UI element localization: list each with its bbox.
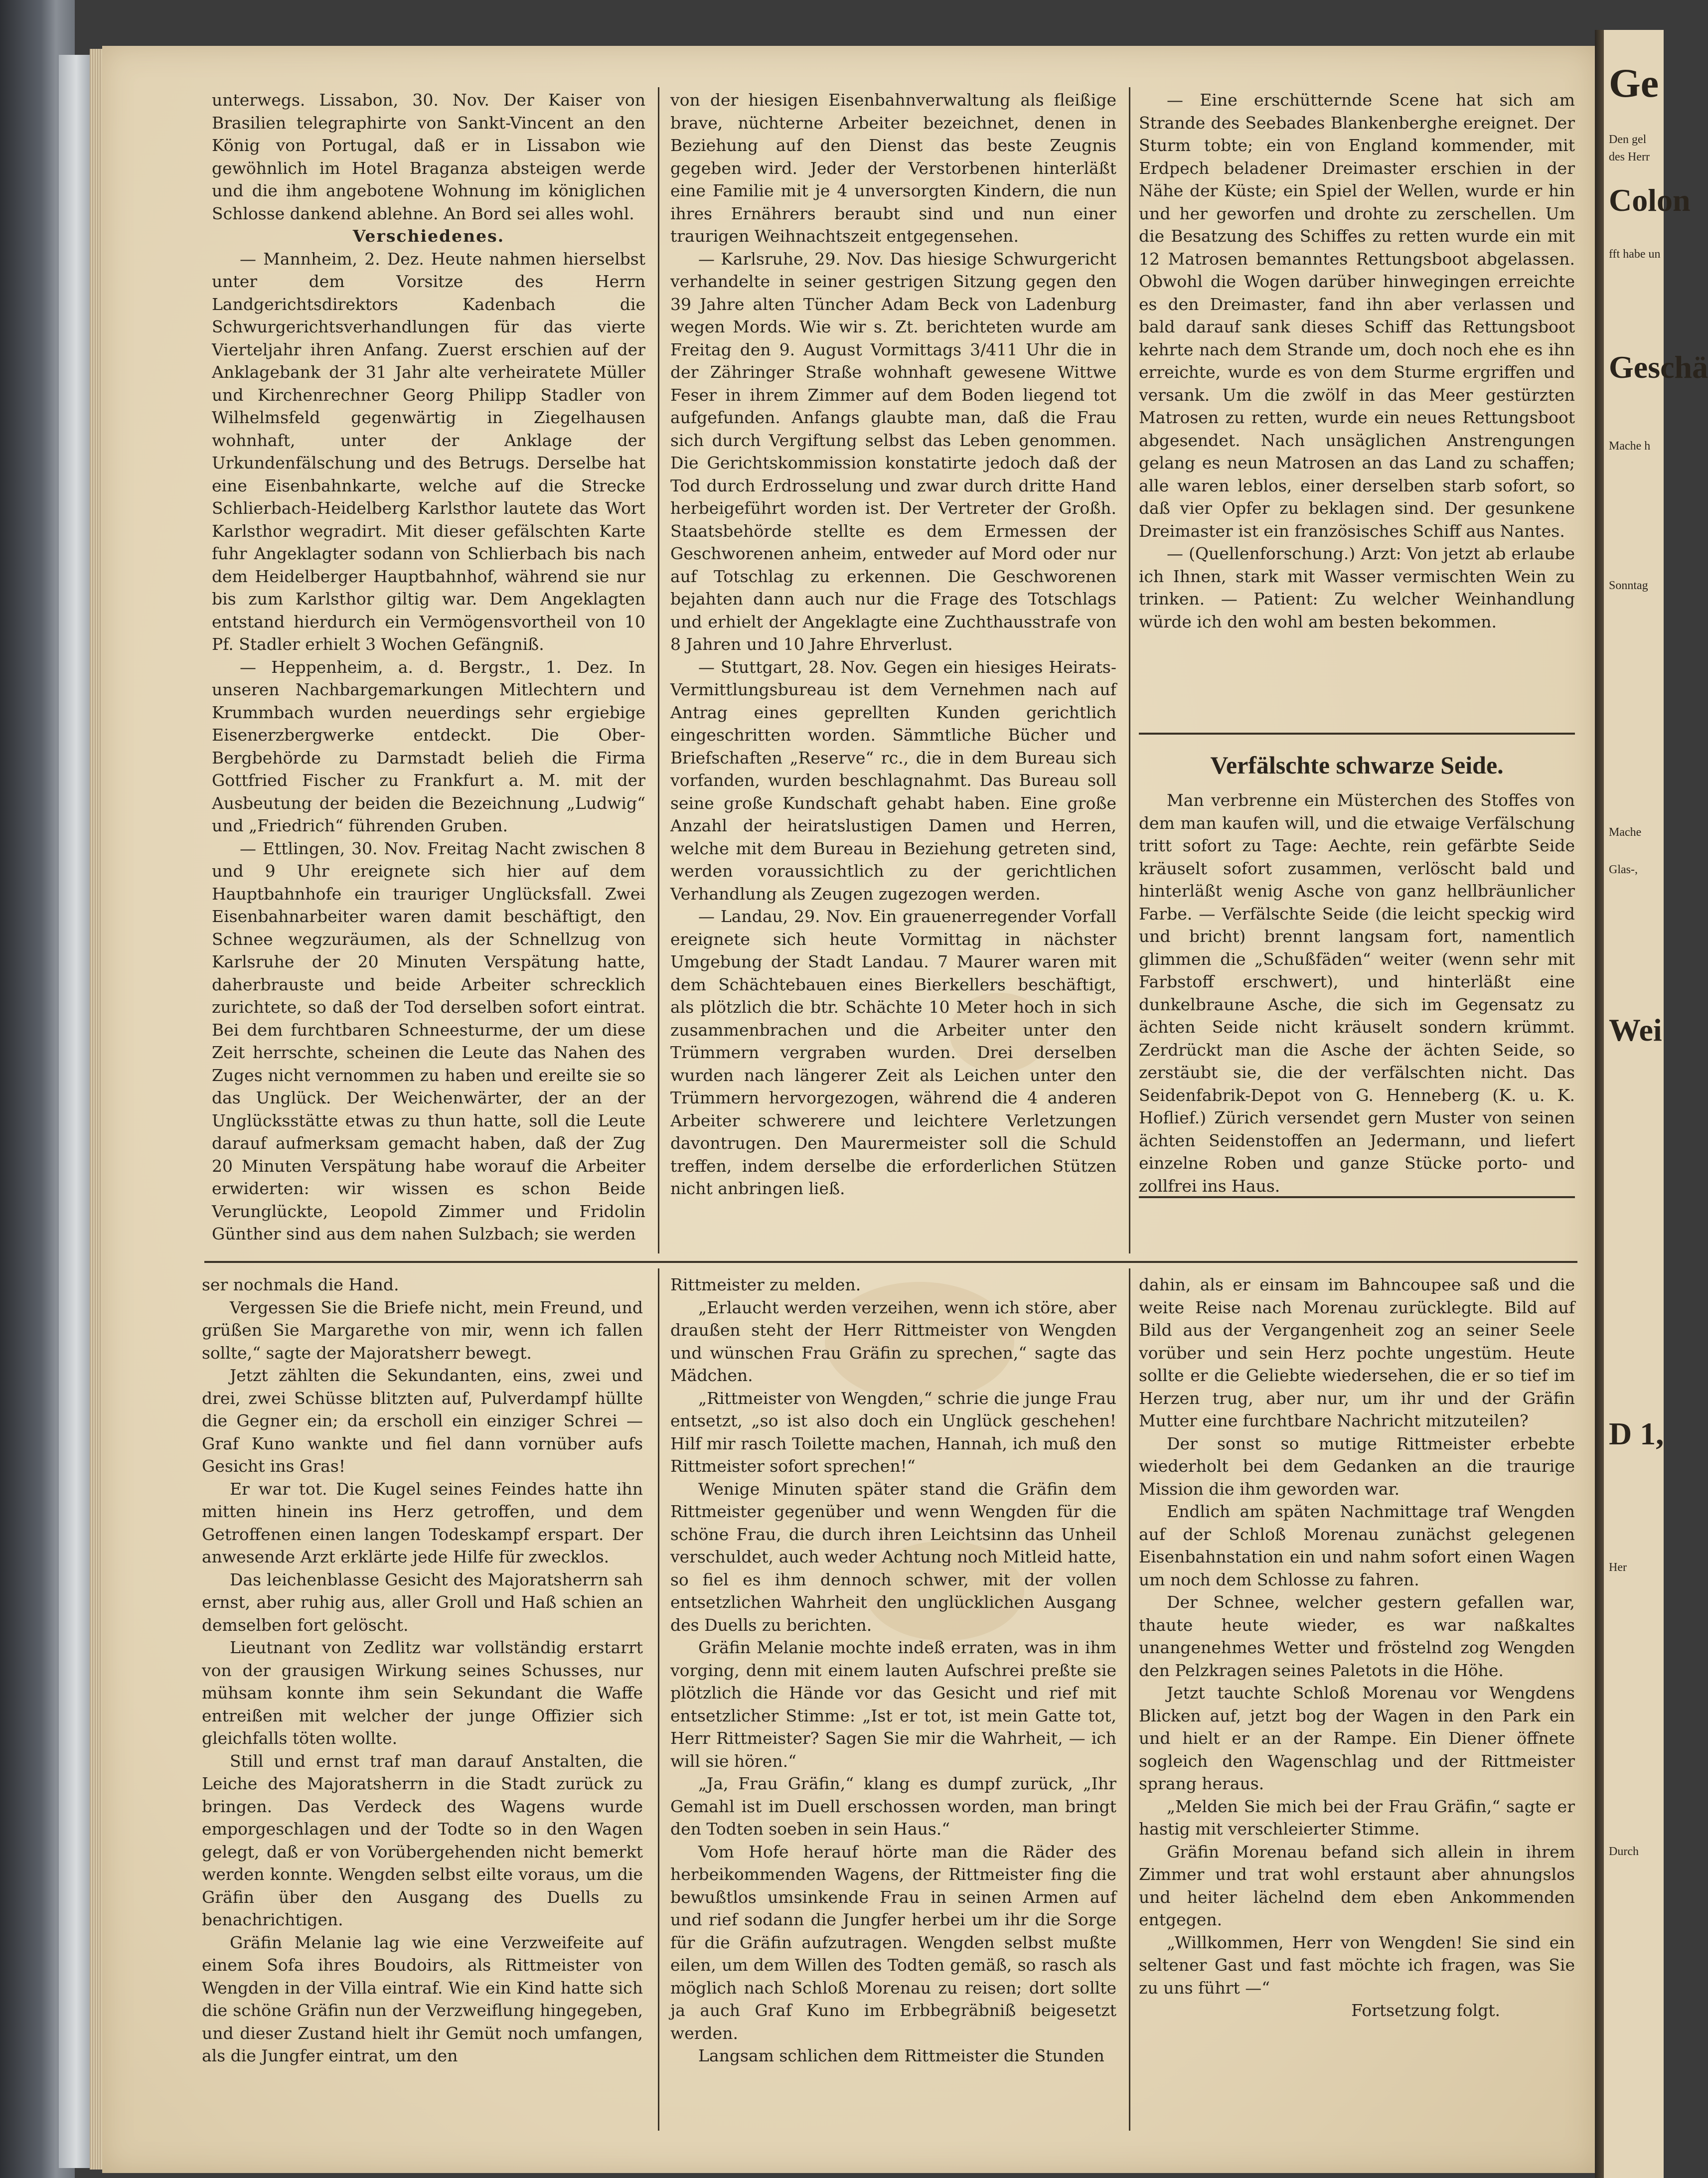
column-bottom-right	[1139, 1273, 1575, 2131]
article-mannheim: — Mannheim, 2. Dez. Heute nahmen hierselbst unter dem Vorsitze des Herrn Landgerichtsdirektors Kadenbach die Schwurgerichtsverhandlungen für das vierte Vierteljahr ihren Anfang. Zuerst erschien auf der Anklagebank der 31 Jahr alte verheiratete Müller und Kirchenrechner Georg Philipp Stadler von Wilhelmsfeld gegenwärtig in Ziegelhausen wohnhaft, unter der Anklage der Urkundenfälschung und des Betrugs. Derselbe hat eine Eisenbahnkarte, welche auf die Strecke Schlierbach-Heidelberg Karlsthor lautete das Wort Karlsthor wegradirt. Mit dieser gefälschten Karte fuhr Angeklagter sodann von Schlierbach bis nach dem Heidelberger Hauptbahnhof, während sie nur bis zum Karlsthor giltig war. Dem Angeklagten entstand hierdurch ein Vermögensvortheil von 10 Pf. Stadler erhielt 3 Wochen Gefängniß.	[212, 249, 645, 654]
story-paragraph: „Melden Sie mich bei der Frau Gräfin,“ sagte er hastig mit verschleierter Stimme.	[1139, 1796, 1575, 1839]
story-paragraph: Rittmeister zu melden.	[670, 1275, 861, 1294]
column-top-right	[1139, 89, 1575, 724]
section-rule	[204, 1261, 1577, 1263]
column-rule	[1129, 1268, 1130, 2131]
column-top-left	[212, 89, 645, 1255]
facing-fragment-line: Mache h	[1609, 440, 1651, 453]
article-ettlingen: — Ettlingen, 30. Nov. Freitag Nacht zwischen 8 und 9 Uhr ereignete sich hier auf dem Hauptbahnhofe ein trauriger Unglücksfall. Zwei Eisenbahnarbeiter waren damit beschäftigt, den Schnee wegzuräumen, als der Schnellzug von Karlsruhe der 20 Minuten Verspätung hatte, daherbrauste und beide Arbeiter schrecklich zurichtete, so daß der Tod derselben sofort eintrat. Bei dem furchtbaren Schneesturme, der um diese Zeit herrschte, scheinen die Leute das Nahen des Zuges nicht vernommen zu haben und ereilte sie so das Unglück. Der Weichenwärter, der an der Unglücksstätte etwas zu thun hatte, soll die Leute darauf aufmerksam gemacht haben, daß der Zug 20 Minuten Verspätung habe worauf die Arbeiter erwiderten: wir wissen es schon Beide Verunglückte, Leopold Zimmer und Fridolin Günther sind aus dem nahen Sulzbach; sie werden	[212, 838, 645, 1244]
column-bottom-left	[202, 1273, 643, 2131]
story-paragraph: Still und ernst traf man darauf Anstalten, die Leiche des Majoratsherrn in die Stadt zurück zu bringen. Das Verdeck des Wagens wurde emporgeschlagen und der Todte so in den Wagen gelegt, daß er von Vorübergehenden nicht bemerkt werden konnte. Wengden selbst eilte voraus, um die Gräfin über den Ausgang des Duells zu benachrichtigen.	[202, 1751, 643, 1929]
story-paragraph: dahin, als er einsam im Bahncoupee saß und die weite Reise nach Morenau zurücklegte. Bild auf Bild aus der Vergangenheit zog an seiner Seele vorüber und sein Herz pochte ungestüm. Heute sollte er die Geliebte wiedersehen, die er so tief im Herzen trug, aber nur, um ihr und der Gräfin Mutter eine furchtbare Nachricht mitzuteilen?	[1139, 1275, 1575, 1430]
facing-fragment-geschae: Geschä	[1609, 349, 1708, 385]
column-rule	[1129, 87, 1130, 1253]
column-bottom-middle	[670, 1273, 1116, 2131]
facing-fragment-ge: Ge	[1609, 60, 1659, 106]
facing-fragment-line: Sonntag	[1609, 579, 1648, 592]
story-paragraph: Gräfin Melanie mochte indeß erraten, was in ihm vorging, denn mit einem lauten Aufschrei preßte sie plötzlich die Hände vor das Gesicht und rief mit entsetzlicher Stimme: „Ist er tot, ist mein Gatte tot, Herr Rittmeister? Sagen Sie mir die Wahrheit, — ich will sie hören.“	[670, 1638, 1116, 1771]
story-paragraph: Jetzt tauchte Schloß Morenau vor Wengdens Blicken auf, jetzt bog der Wagen in den Park ein und hielt er an der Rampe. Ein Diener öffnete sogleich den Wagenschlag und der Rittmeister sprang heraus.	[1139, 1683, 1575, 1793]
story-paragraph: „Willkommen, Herr von Wengden! Sie sind ein seltener Gast und fast möchte ich fragen, was Sie zu uns führt —“	[1139, 1932, 1575, 1998]
story-paragraph: „Ja, Frau Gräfin,“ klang es dumpf zurück, „Ihr Gemahl ist im Duell erschossen worden, man bringt den Todten soeben in sein Haus.“	[670, 1774, 1116, 1839]
advert-body: Man verbrenne ein Müsterchen des Stoffes von dem man kaufen will, und die etwaige Verfälschung tritt sofort zu Tage: Aechte, rein gefärbte Seide kräuselt sofort zusammen, verlöscht bald und hinterläßt wenig Asche von ganz hellbräunlicher Farbe. — Verfälschte Seide (die leicht speckig wird und bricht) brennt langsam fort, namentlich glimmen die „Schußfäden“ weiter (wenn sehr mit Farbstoff erschwert), und hinterläßt eine dunkelbraune Asche, die sich im Gegensatz zu ächten Seide nicht kräuselt sondern krümmt. Zerdrückt man die Asche der ächten Seide, so zerstäubt sie, die der verfälschten nicht. Das Seidenfabrik-Depot von G. Henneberg (K. u. K. Hoflief.) Zürich versendet gern Muster von seinen ächten Seidenstoffen an Jedermann, und liefert einzelne Roben und ganze Stücke porto- und zollfrei ins Haus.	[1139, 790, 1575, 1196]
facing-fragment-colon: Colon	[1609, 182, 1691, 218]
facing-fragment-line: D 1,	[1609, 1416, 1664, 1451]
facing-fragment-line: Den gel	[1609, 133, 1647, 146]
story-paragraph: Lieutnant von Zedlitz war vollständig erstarrt von der grausigen Wirkung seines Schusses, nur mühsam konnte ihm sein Sekundant die Waffe entreißen mit welcher der junge Offizier sich gleichfalls töten wollte.	[202, 1638, 643, 1748]
facing-fragment-line: fft habe un	[1609, 248, 1661, 261]
story-paragraph: Er war tot. Die Kugel seines Feindes hatte ihn mitten hinein ins Herz getroffen, und dem Getroffenen einen langen Todeskampf erspart. Der anwesende Arzt erklärte jede Hilfe für zwecklos.	[202, 1479, 643, 1566]
story-paragraph: Wenige Minuten später stand die Gräfin dem Rittmeister gegenüber und wenn Wengden für die schöne Frau, die durch ihren Leichtsinn das Unheil verschuldet, auch weder Achtung noch Mitleid hatte, so fiel es ihm dennoch schwer, mit der vollen entsetzlichen Wahrheit den unglücklichen Ausgang des Duells zu berichten.	[670, 1479, 1116, 1635]
story-paragraph: Der sonst so mutige Rittmeister erbebte wiederholt bei dem Gedanken an die traurige Mission die ihm geworden war.	[1139, 1433, 1575, 1499]
article-heppenheim: — Heppenheim, a. d. Bergstr., 1. Dez. In unseren Nachbargemarkungen Mitlechtern und Krummbach wurden neuerdings sehr ergiebige Eisenerzbergwerke entdeckt. Die Ober-Bergbehörde zu Darmstadt belieh die Firma Gottfried Fischer zu Frankfurt a. M. mit der Ausbeutung der beiden die Bezeichnung „Ludwig“ und „Friedrich“ führenden Gruben.	[212, 657, 645, 835]
story-paragraph: „Rittmeister von Wengden,“ schrie die junge Frau entsetzt, „so ist also doch ein Unglück geschehen! Hilf mir rasch Toilette machen, Hannah, ich muß den Rittmeister sofort sprechen!“	[670, 1388, 1116, 1476]
article-karlsruhe: — Karlsruhe, 29. Nov. Das hiesige Schwurgericht verhandelte in seiner gestrigen Sitzung gegen den 39 Jahre alten Tüncher Adam Beck von Ladenburg wegen Mords. Wie wir s. Zt. berichteten wurde am Freitag den 9. August Vormittags 3/411 Uhr die in der Zähringer Straße wohnhaft gewesene Wittwe Feser in ihrem Zimmer auf dem Boden liegend tot aufgefunden. Anfangs glaubte man, daß die Frau sich durch Vergiftung selbst das Leben genommen. Die Gerichtskommission konstatirte jedoch daß der Tod durch Erdrosselung und zwar durch dritte Hand herbeigeführt worden ist. Der Vertreter der Großh. Staatsbehörde stellte es dem Ermessen der Geschworenen anheim, entweder auf Mord oder nur auf Totschlag zu erkennen. Die Geschworenen bejahten dann auch nur die Frage des Totschlags und erhielt der Angeklagte eine Zuchthausstrafe von 8 Jahren und 10 Jahre Ehrverlust.	[670, 249, 1116, 654]
facing-fragment-line: Glas-,	[1609, 863, 1638, 876]
continued-note: Fortsetzung folgt.	[1351, 2001, 1500, 2020]
story-paragraph: Vergessen Sie die Briefe nicht, mein Freund, und grüßen Sie Margarethe von mir, wenn ich fallen sollte,“ sagte der Majoratsherr bewegt.	[202, 1297, 643, 1363]
facing-fragment-wei: Wei	[1609, 1012, 1662, 1048]
advert-silk	[1139, 750, 1575, 1196]
column-rule	[658, 87, 659, 1253]
advert-title: Verfälschte schwarze Seide.	[1210, 751, 1504, 779]
story-paragraph: Langsam schlichen dem Rittmeister die Stunden	[698, 2046, 1104, 2065]
facing-fragment-line: Durch	[1609, 1845, 1639, 1858]
column-rule	[658, 1268, 659, 2131]
story-paragraph: Gräfin Melanie lag wie eine Verzweifeite auf einem Sofa ihres Boudoirs, als Rittmeister von Wengden in der Villa eintraf. Wie ein Kind hatte sich die schöne Gräfin nun der Verzweiflung hingegeben, und dieser Zustand hielt ihr Gemüt noch umfangen, als die Jungfer eintrat, um den	[202, 1932, 643, 2065]
story-paragraph: ser nochmals die Hand.	[202, 1275, 399, 1294]
story-paragraph: „Erlaucht werden verzeihen, wenn ich störe, aber draußen steht der Herr Rittmeister von Wengden und wünschen Frau Gräfin zu sprechen,“ sagte das Mädchen.	[670, 1297, 1116, 1385]
article-blankenberghe: — Eine erschütternde Scene hat sich am Strande des Seebades Blankenberghe ereignet. Der Sturm tobte; ein von England kommender, mit Erdpech beladener Dreimaster erschien in der Nähe der Küste; ein Spiel der Wellen, wurde er hin und her geworfen und drohte zu zerschellen. Um die Besatzung des Schiffes zu retten wurde ein mit 12 Matrosen bemanntes Rettungsboot abgelassen. Obwohl die Wogen darüber hinwegingen erreichte es den Dreimaster, fand ihn aber verlassen und bald darauf sank dieses Schiff das Rettungsboot kehrte nach dem Strande um, doch noch ehe es ihn erreichte, wurde es von dem Sturme ergriffen und versank. Um die zwölf in das Meer gestürzten Matrosen zu retten, wurde ein neues Rettungsboot abgesendet. Nach unsäglichen Anstrengungen gelang es neun Matrosen an das Land zu schaffen; alle waren leblos, einer derselben starb sofort, so daß vier Opfer zu beklagen sind. Der gesunkene Dreimaster ist ein französisches Schiff aus Nantes.	[1139, 90, 1575, 541]
story-paragraph: Das leichenblasse Gesicht des Majoratsherrn sah ernst, aber ruhig aus, aller Groll und Haß schien an demselben fort gelöscht.	[202, 1569, 643, 1635]
article-lissabon: unterwegs. Lissabon, 30. Nov. Der Kaiser von Brasilien telegraphirte von Sankt-Vincent an den König von Portugal, daß er in Lissabon wie gewöhnlich im Hotel Braganza absteigen werde und die ihm angebotene Wohnung im königlichen Schlosse dankend ablehne. An Bord sei alles wohl.	[212, 90, 645, 223]
article-landau: — Landau, 29. Nov. Ein grauenerregender Vorfall ereignete sich heute Vormittag in nächster Umgebung der Stadt Landau. 7 Maurer waren mit dem Schächtebauen eines Bierkellers beschäftigt, als plötzlich die btr. Schächte 10 Meter hoch in sich zusammenbrachen und die Arbeiter unter den Trümmern vergraben wurden. Drei derselben wurden nach längerer Zeit als Leichen unter den Trümmern hervorgezogen, während die 4 anderen Arbeiter schwerere und leichtere Verletzungen davontrugen. Den Maurermeister soll die Schuld treffen, indem derselbe die erforderlichen Stützen nicht anbringen ließ.	[670, 907, 1116, 1198]
facing-fragment-line: Mache	[1609, 826, 1642, 839]
facing-fragment-line: des Herr	[1609, 151, 1650, 163]
article-ettlingen-cont: von der hiesigen Eisenbahnverwaltung als fleißige brave, nüchterne Arbeiter bezeichnet, denen in Beziehung auf den Dienst das beste Zeugnis gegeben wird. Jeder der Verstorbenen hinterläßt eine Familie mit je 4 unversorgten Kindern, die nun ihres Ernährers beraubt sind und nun einer traurigen Weihnachtszeit entgegensehen.	[670, 90, 1116, 246]
section-heading-verschiedenes: Verschiedenes.	[352, 226, 505, 246]
story-paragraph: Jetzt zählten die Sekundanten, eins, zwei und drei, zwei Schüsse blitzten auf, Pulverdampf hüllte die Gegner ein; da erscholl ein einziger Schrei — Graf Kuno wankte und fiel dann vornüber aufs Gesicht ins Gras!	[202, 1366, 643, 1476]
facing-fragment-line: Her	[1609, 1561, 1627, 1574]
story-paragraph: Der Schnee, welcher gestern gefallen war, thaute heute wieder, es war naßkaltes unangenehmes Wetter und fröstelnd zog Wengden den Pelzkragen seines Paletots in die Höhe.	[1139, 1592, 1575, 1680]
story-paragraph: Endlich am späten Nachmittage traf Wengden auf der Schloß Morenau zunächst gelegenen Eisenbahnstation ein und nahm sofort einen Wagen um noch dem Schlosse zu fahren.	[1139, 1502, 1575, 1589]
article-quellenforschung: — (Quellenforschung.) Arzt: Von jetzt ab erlaube ich Ihnen, stark mit Wasser vermischten Wein zu trinken. — Patient: Zu welcher Weinhandlung würde ich den wohl am besten bekommen.	[1139, 544, 1575, 631]
binding-edge	[59, 55, 94, 2168]
story-paragraph: Vom Hofe herauf hörte man die Räder des herbeikommenden Wagens, der Rittmeister fing die bewußtlos umsinkende Frau in seinen Armen auf und rief sodann die Jungfer herbei um ihr die Sorge für die Gräfin aufzutragen. Wengden selbst mußte eilen, um dem Willen des Todten gemäß, so rasch als möglich nach Schloß Morenau zu reisen; dort sollte ja auch Graf Kuno im Erbbegräbniß beigesetzt werden.	[670, 1842, 1116, 2043]
column-top-middle	[670, 89, 1116, 1255]
article-stuttgart: — Stuttgart, 28. Nov. Gegen ein hiesiges Heirats-Vermittlungsbureau ist dem Vernehmen nach auf Antrag eines geprellten Kunden gerichtlich eingeschritten worden. Sämmtliche Bücher und Briefschaften „Reserve“ rc., die in dem Bureau sich vorfanden, wurden beschlagnahmt. Das Bureau soll seine große Kundschaft gehabt haben. Eine große Anzahl der heiratslustigen Damen und Herren, welche mit dem Bureau in Beziehung getreten sind, werden voraussichtlich zu der gerichtlichen Verhandlung als Zeugen zugezogen werden.	[670, 657, 1116, 904]
story-paragraph: Gräfin Morenau befand sich allein in ihrem Zimmer und trat wohl erstaunt aber ahnungslos und heiter lächelnd dem eben Ankommenden entgegen.	[1139, 1842, 1575, 1929]
advert-rule-top	[1139, 733, 1575, 735]
